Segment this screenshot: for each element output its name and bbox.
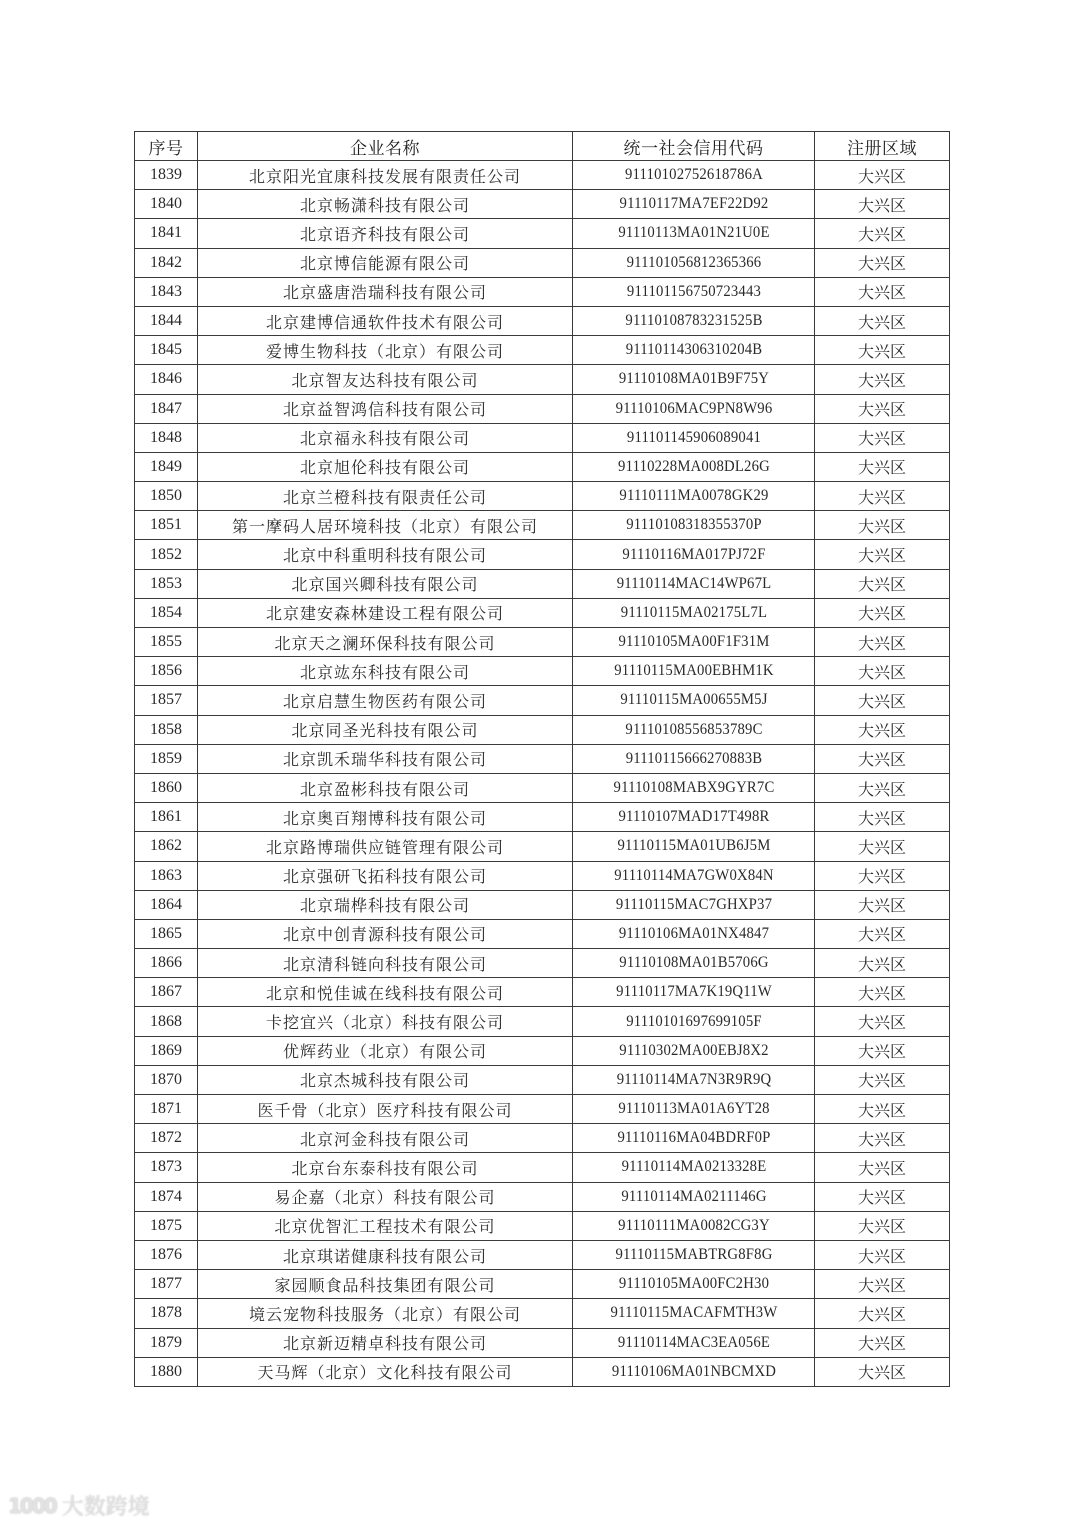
serial-number-cell: 1854 [135,598,198,627]
table-row [135,190,950,219]
registered-area-cell: 大兴区 [815,1328,950,1357]
credit-code-cell: 911101145906089041 [582,423,805,452]
table-row [135,161,950,190]
credit-code-cell: 91110111MA0078GK29 [582,482,805,511]
credit-code-cell: 91110114MA7N3R9R9Q [582,1065,805,1094]
registered-area-cell: 大兴区 [815,423,950,452]
serial-number-cell: 1849 [135,452,198,481]
credit-code-cell: 91110106MAC9PN8W96 [582,394,805,423]
registered-area-cell: 大兴区 [815,1036,950,1065]
credit-code-cell: 91110116MA04BDRF0P [582,1124,805,1153]
table-row [135,423,950,452]
company-name-cell: 北京琪诺健康科技有限公司 [198,1240,573,1269]
table-body [135,161,950,1387]
registered-area-cell: 大兴区 [815,306,950,335]
company-name-cell: 优辉药业（北京）有限公司 [198,1036,573,1065]
table-row [135,1270,950,1299]
table-row [135,1124,950,1153]
company-name-cell: 北京瑞桦科技有限公司 [198,890,573,919]
table-row [135,1036,950,1065]
registered-area-cell: 大兴区 [815,803,950,832]
table-row [135,1299,950,1328]
credit-code-cell: 91110115MA00655M5J [582,686,805,715]
serial-number-cell: 1860 [135,773,198,802]
credit-code-cell: 91110228MA008DL26G [582,452,805,481]
registered-area-cell: 大兴区 [815,773,950,802]
serial-number-cell: 1880 [135,1357,198,1386]
company-name-cell: 北京新迈精卓科技有限公司 [198,1328,573,1357]
registered-area-cell: 大兴区 [815,1357,950,1386]
table-row [135,1153,950,1182]
company-name-cell: 北京中科重明科技有限公司 [198,540,573,569]
serial-number-cell: 1875 [135,1211,198,1240]
registered-area-cell: 大兴区 [815,715,950,744]
serial-number-cell: 1844 [135,306,198,335]
company-name-cell: 北京清科链向科技有限公司 [198,949,573,978]
company-name-cell: 北京语齐科技有限公司 [198,219,573,248]
company-name-cell: 北京天之澜环保科技有限公司 [198,628,573,657]
credit-code-cell: 91110114MA7GW0X84N [582,861,805,890]
credit-code-cell: 91110108318355370P [582,511,805,540]
company-name-cell: 北京盛唐浩瑞科技有限公司 [198,277,573,306]
table-row [135,628,950,657]
company-registry-table [134,131,950,1387]
serial-number-cell: 1850 [135,482,198,511]
credit-code-cell: 91110113MA01A6YT28 [582,1095,805,1124]
registered-area-cell: 大兴区 [815,1095,950,1124]
registered-area-cell: 大兴区 [815,1007,950,1036]
registered-area-cell: 大兴区 [815,919,950,948]
registered-area-cell: 大兴区 [815,1124,950,1153]
credit-code-cell: 91110114MA0213328E [582,1153,805,1182]
registered-area-cell: 大兴区 [815,1153,950,1182]
table-row [135,890,950,919]
table-row [135,949,950,978]
table-row [135,540,950,569]
registered-area-cell: 大兴区 [815,248,950,277]
credit-code-cell: 91110114MAC14WP67L [582,569,805,598]
table-row [135,803,950,832]
company-name-cell: 第一摩码人居环境科技（北京）有限公司 [198,511,573,540]
credit-code-cell: 91110117MA7EF22D92 [582,190,805,219]
credit-code-cell: 91110302MA00EBJ8X2 [582,1036,805,1065]
company-name-cell: 北京建博信通软件技术有限公司 [198,306,573,335]
table-row [135,365,950,394]
serial-number-cell: 1841 [135,219,198,248]
watermark [8,1490,150,1521]
registered-area-cell: 大兴区 [815,1270,950,1299]
company-name-cell: 北京旭伦科技有限公司 [198,452,573,481]
serial-number-cell: 1843 [135,277,198,306]
registered-area-cell: 大兴区 [815,744,950,773]
serial-number-cell: 1866 [135,949,198,978]
company-name-cell: 易企嘉（北京）科技有限公司 [198,1182,573,1211]
table-row [135,832,950,861]
company-name-cell: 北京建安森林建设工程有限公司 [198,598,573,627]
serial-number-cell: 1861 [135,803,198,832]
table-row [135,1328,950,1357]
company-name-cell: 北京凯禾瑞华科技有限公司 [198,744,573,773]
serial-number-cell: 1878 [135,1299,198,1328]
table-row [135,861,950,890]
serial-number-cell: 1863 [135,861,198,890]
table-header-row [135,132,950,161]
company-name-cell: 北京兰橙科技有限责任公司 [198,482,573,511]
credit-code-cell: 91110108MABX9GYR7C [582,773,805,802]
credit-code-cell: 91110114MAC3EA056E [582,1328,805,1357]
company-name-cell: 北京盈彬科技有限公司 [198,773,573,802]
credit-code-cell: 91110108MA01B5706G [582,949,805,978]
serial-number-cell: 1855 [135,628,198,657]
serial-number-cell: 1847 [135,394,198,423]
serial-number-cell: 1864 [135,890,198,919]
company-name-cell: 北京优智汇工程技术有限公司 [198,1211,573,1240]
credit-code-cell: 911101056812365366 [582,248,805,277]
serial-number-cell: 1851 [135,511,198,540]
registered-area-cell: 大兴区 [815,1240,950,1269]
watermark-logo-icon: 1000 [8,1493,56,1518]
credit-code-cell: 91110115MACAFMTH3W [582,1299,805,1328]
serial-number-cell: 1845 [135,336,198,365]
serial-number-cell: 1877 [135,1270,198,1299]
credit-code-cell: 91110115MABTRG8F8G [582,1240,805,1269]
registered-area-cell: 大兴区 [815,452,950,481]
table-row [135,686,950,715]
table-row [135,511,950,540]
company-name-cell: 北京启慧生物医药有限公司 [198,686,573,715]
company-name-cell: 北京强研飞拓科技有限公司 [198,861,573,890]
registered-area-cell: 大兴区 [815,161,950,190]
table-row [135,1065,950,1094]
header-credit-code: 统一社会信用代码 [573,132,815,161]
credit-code-cell: 91110105MA00F1F31M [582,628,805,657]
credit-code-cell: 91110108MA01B9F75Y [582,365,805,394]
registered-area-cell: 大兴区 [815,394,950,423]
serial-number-cell: 1853 [135,569,198,598]
registered-area-cell: 大兴区 [815,569,950,598]
serial-number-cell: 1856 [135,657,198,686]
table-row [135,482,950,511]
company-name-cell: 北京国兴卿科技有限公司 [198,569,573,598]
serial-number-cell: 1879 [135,1328,198,1357]
table-row [135,1095,950,1124]
serial-number-cell: 1869 [135,1036,198,1065]
registered-area-cell: 大兴区 [815,890,950,919]
credit-code-cell: 91110115MA01UB6J5M [582,832,805,861]
table-row [135,657,950,686]
credit-code-cell: 911101156750723443 [582,277,805,306]
registered-area-cell: 大兴区 [815,949,950,978]
table-row [135,1211,950,1240]
company-name-cell: 家园顺食品科技集团有限公司 [198,1270,573,1299]
registered-area-cell: 大兴区 [815,628,950,657]
credit-code-cell: 91110115MA02175L7L [582,598,805,627]
credit-code-cell: 91110114306310204B [582,336,805,365]
credit-code-cell: 91110102752618786A [582,161,805,190]
credit-code-cell: 91110114MA0211146G [582,1182,805,1211]
company-name-cell: 境云宠物科技服务（北京）有限公司 [198,1299,573,1328]
registered-area-cell: 大兴区 [815,978,950,1007]
credit-code-cell: 91110115MA00EBHM1K [582,657,805,686]
company-name-cell: 北京阳光宜康科技发展有限责任公司 [198,161,573,190]
table-row [135,744,950,773]
credit-code-cell: 91110115MAC7GHXP37 [582,890,805,919]
company-name-cell: 北京智友达科技有限公司 [198,365,573,394]
serial-number-cell: 1874 [135,1182,198,1211]
serial-number-cell: 1867 [135,978,198,1007]
registered-area-cell: 大兴区 [815,861,950,890]
company-name-cell: 北京竑东科技有限公司 [198,657,573,686]
credit-code-cell: 91110115666270883B [582,744,805,773]
credit-code-cell: 91110106MA01NX4847 [582,919,805,948]
table-row [135,773,950,802]
table-row [135,715,950,744]
serial-number-cell: 1859 [135,744,198,773]
company-name-cell: 北京福永科技有限公司 [198,423,573,452]
credit-code-cell: 91110117MA7K19Q11W [582,978,805,1007]
serial-number-cell: 1871 [135,1095,198,1124]
serial-number-cell: 1846 [135,365,198,394]
company-name-cell: 北京奥百翔博科技有限公司 [198,803,573,832]
serial-number-cell: 1852 [135,540,198,569]
company-name-cell: 北京路博瑞供应链管理有限公司 [198,832,573,861]
registered-area-cell: 大兴区 [815,482,950,511]
company-name-cell: 北京河金科技有限公司 [198,1124,573,1153]
serial-number-cell: 1842 [135,248,198,277]
company-name-cell: 北京益智鸿信科技有限公司 [198,394,573,423]
table-row [135,919,950,948]
serial-number-cell: 1848 [135,423,198,452]
serial-number-cell: 1870 [135,1065,198,1094]
registered-area-cell: 大兴区 [815,1211,950,1240]
credit-code-cell: 91110108556853789C [582,715,805,744]
table-row [135,598,950,627]
serial-number-cell: 1858 [135,715,198,744]
registered-area-cell: 大兴区 [815,686,950,715]
registered-area-cell: 大兴区 [815,277,950,306]
serial-number-cell: 1862 [135,832,198,861]
credit-code-cell: 91110116MA017PJ72F [582,540,805,569]
credit-code-cell: 91110105MA00FC2H30 [582,1270,805,1299]
registered-area-cell: 大兴区 [815,657,950,686]
table-row [135,452,950,481]
company-name-cell: 北京杰城科技有限公司 [198,1065,573,1094]
table-row [135,1007,950,1036]
table-row [135,248,950,277]
registered-area-cell: 大兴区 [815,219,950,248]
company-name-cell: 北京畅潇科技有限公司 [198,190,573,219]
header-serial-number: 序号 [135,132,198,161]
table-row [135,1240,950,1269]
credit-code-cell: 91110108783231525B [582,306,805,335]
registered-area-cell: 大兴区 [815,540,950,569]
company-name-cell: 北京中创青源科技有限公司 [198,919,573,948]
header-registered-area: 注册区域 [815,132,950,161]
registered-area-cell: 大兴区 [815,1065,950,1094]
table-row [135,336,950,365]
table-row [135,978,950,1007]
serial-number-cell: 1873 [135,1153,198,1182]
serial-number-cell: 1868 [135,1007,198,1036]
company-name-cell: 爱博生物科技（北京）有限公司 [198,336,573,365]
registered-area-cell: 大兴区 [815,190,950,219]
serial-number-cell: 1857 [135,686,198,715]
company-name-cell: 天马辉（北京）文化科技有限公司 [198,1357,573,1386]
registered-area-cell: 大兴区 [815,1182,950,1211]
serial-number-cell: 1876 [135,1240,198,1269]
credit-code-cell: 91110106MA01NBCMXD [582,1357,805,1386]
registered-area-cell: 大兴区 [815,511,950,540]
table-row [135,306,950,335]
company-name-cell: 医千骨（北京）医疗科技有限公司 [198,1095,573,1124]
serial-number-cell: 1872 [135,1124,198,1153]
company-name-cell: 北京同圣光科技有限公司 [198,715,573,744]
registered-area-cell: 大兴区 [815,365,950,394]
credit-code-cell: 91110111MA0082CG3Y [582,1211,805,1240]
registered-area-cell: 大兴区 [815,1299,950,1328]
registered-area-cell: 大兴区 [815,336,950,365]
table-row [135,394,950,423]
serial-number-cell: 1840 [135,190,198,219]
credit-code-cell: 91110113MA01N21U0E [582,219,805,248]
table-row [135,569,950,598]
credit-code-cell: 91110107MAD17T498R [582,803,805,832]
registered-area-cell: 大兴区 [815,598,950,627]
registered-area-cell: 大兴区 [815,832,950,861]
company-name-cell: 北京博信能源有限公司 [198,248,573,277]
credit-code-cell: 91110101697699105F [582,1007,805,1036]
serial-number-cell: 1839 [135,161,198,190]
serial-number-cell: 1865 [135,919,198,948]
header-company-name: 企业名称 [198,132,573,161]
watermark-brand: 大数跨境 [61,1495,150,1520]
table-row [135,219,950,248]
company-name-cell: 北京和悦佳诚在线科技有限公司 [198,978,573,1007]
table-row [135,1357,950,1386]
company-name-cell: 卡挖宜兴（北京）科技有限公司 [198,1007,573,1036]
company-name-cell: 北京台东泰科技有限公司 [198,1153,573,1182]
table-row [135,1182,950,1211]
table-row [135,277,950,306]
